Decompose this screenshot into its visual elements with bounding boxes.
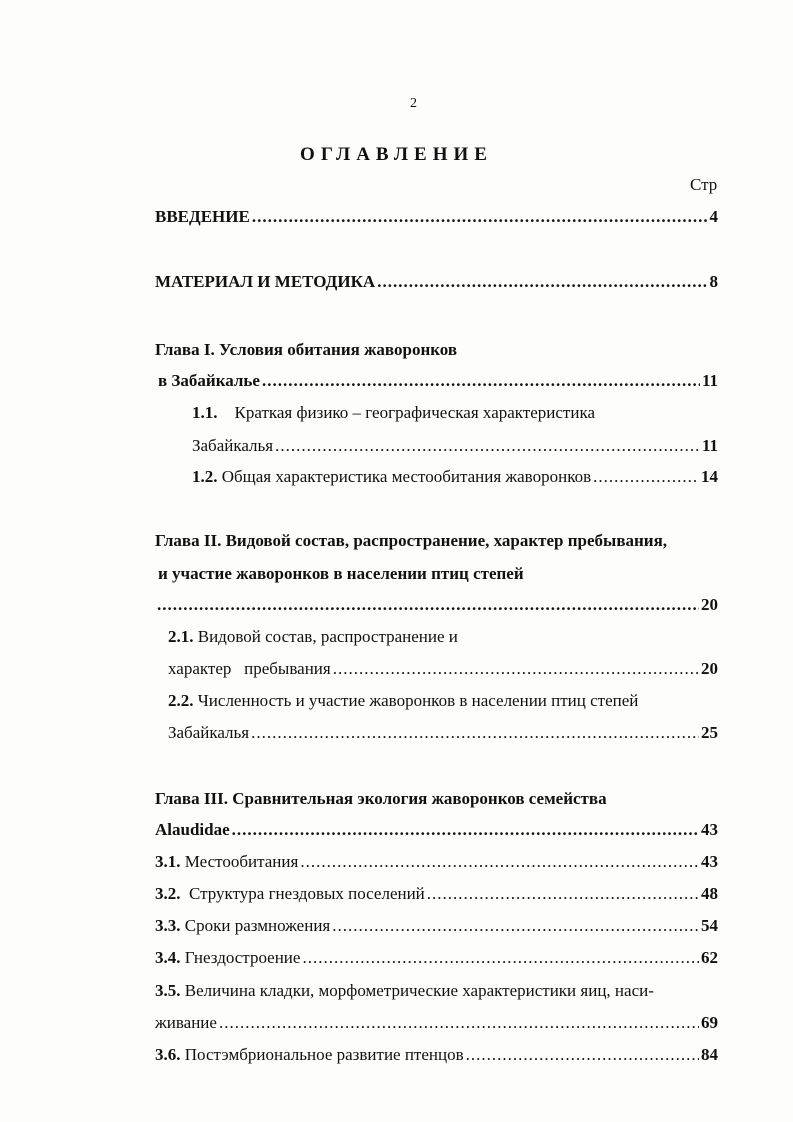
toc-entry-page: 62 [701,948,718,967]
toc-entry-text: Общая характеристика местообитания жаворонков [221,467,592,486]
toc-entry-chapter-1[interactable] [158,370,718,392]
toc-entry-page: 4 [709,207,718,226]
toc-entry-introduction[interactable] [155,206,718,228]
section-text: Видовой состав, распространение и [197,627,458,646]
toc-entry-3-1[interactable] [155,851,718,873]
toc-entry-3-4[interactable] [155,947,718,969]
toc-chapter-3-title[interactable]: Глава III. Сравнительная экология жаворонков семейства [155,789,607,808]
toc-entry-page: 20 [701,595,718,614]
toc-entry-text: характер пребывания [168,659,331,678]
toc-entry-3-6[interactable] [155,1044,718,1066]
toc-entry-text: Местообитания [184,852,299,871]
toc-chapter-2-title-line1[interactable]: Глава II. Видовой состав, распространение, характер пребывания, [155,531,668,550]
section-number: 3.4. [155,948,181,967]
toc-entry-text: Забайкалья [168,723,250,742]
toc-entry-text: Забайкалья [192,436,274,455]
toc-entry-text: Постэмбриональное развитие птенцов [184,1045,464,1064]
page-title: ОГЛАВЛЕНИЕ [300,144,493,165]
toc-chapter-1-title[interactable]: Глава I. Условия обитания жаворонков [155,340,458,359]
toc-entry-text: живание [155,1013,217,1032]
toc-entry-page: 69 [701,1013,718,1032]
toc-entry-text: Сроки размножения [184,916,331,935]
toc-entry-text: МАТЕРИАЛ И МЕТОДИКА [155,272,376,291]
leader-dots [333,658,699,680]
section-number: 3.5. [155,981,181,1000]
toc-entry-text: Структура гнездовых поселений [189,884,425,903]
section-number: 3.6. [155,1045,181,1064]
toc-entry-1-1[interactable] [192,435,718,457]
toc-chapter-2-title-line2[interactable]: и участие жаворонков в населении птиц степей [158,564,524,583]
toc-section-2-1-title[interactable] [168,626,458,648]
section-number: 3.1. [155,852,181,871]
toc-entry-page: 25 [701,723,718,742]
leader-dots [377,271,707,293]
toc-section-1-1-title[interactable] [192,402,595,424]
toc-section-2-2-title[interactable] [168,690,638,712]
toc-entry-page: 20 [701,659,718,678]
toc-entry-2-2[interactable] [168,722,718,744]
leader-dots [302,947,699,969]
leader-dots [252,206,708,228]
section-text: Численность и участие жаворонков в населении птиц степей [197,691,639,710]
section-number: 2.1. [168,627,194,646]
section-number: 3.2. [155,884,181,903]
toc-entry-page: 84 [701,1045,718,1064]
leader-dots [300,851,699,873]
toc-entry-text: ВВЕДЕНИЕ [155,207,250,226]
toc-entry-3-2[interactable] [155,883,718,905]
toc-entry-page: 43 [701,852,718,871]
section-number: 1.2. [192,467,218,486]
toc-entry-page: 54 [701,916,718,935]
leader-dots [251,722,699,744]
toc-entry-page: 11 [701,436,718,455]
leader-dots [466,1044,699,1066]
leader-dots [332,915,699,937]
leader-dots [262,370,700,392]
toc-entry-3-3[interactable] [155,915,718,937]
toc-entry-text: Alaudidae [155,820,230,839]
toc-entry-page: 43 [701,820,718,839]
section-text: Краткая физико – географическая характеристика [234,403,596,422]
page-column-label: Стр [690,175,718,194]
toc-entry-chapter-3[interactable] [155,819,718,841]
section-number: 1.1. [192,403,218,422]
toc-entry-3-5[interactable] [155,1012,718,1034]
section-text: Величина кладки, морфометрические характеристики яиц, наси- [184,981,654,1000]
leader-dots [275,435,700,457]
toc-entry-2-1[interactable] [168,658,718,680]
leader-dots [232,819,699,841]
toc-entry-materials[interactable] [155,271,718,293]
toc-entry-text: Гнездостроение [184,948,301,967]
toc-section-3-5-title[interactable] [155,980,654,1002]
toc-entry-1-2[interactable] [192,466,718,488]
leader-dots [427,883,699,905]
toc-entry-page: 8 [709,272,718,291]
toc-entry-page: 14 [701,467,718,486]
section-number: 2.2. [168,691,194,710]
toc-entry-page: 11 [701,371,718,390]
toc-entry-page: 48 [701,884,718,903]
leader-dots [593,466,699,488]
toc-entry-chapter-2[interactable] [155,594,718,616]
page-number: 2 [410,96,417,111]
leader-dots [219,1012,699,1034]
leader-dots [157,594,699,616]
section-number: 3.3. [155,916,181,935]
toc-entry-text: в Забайкалье [158,371,260,390]
